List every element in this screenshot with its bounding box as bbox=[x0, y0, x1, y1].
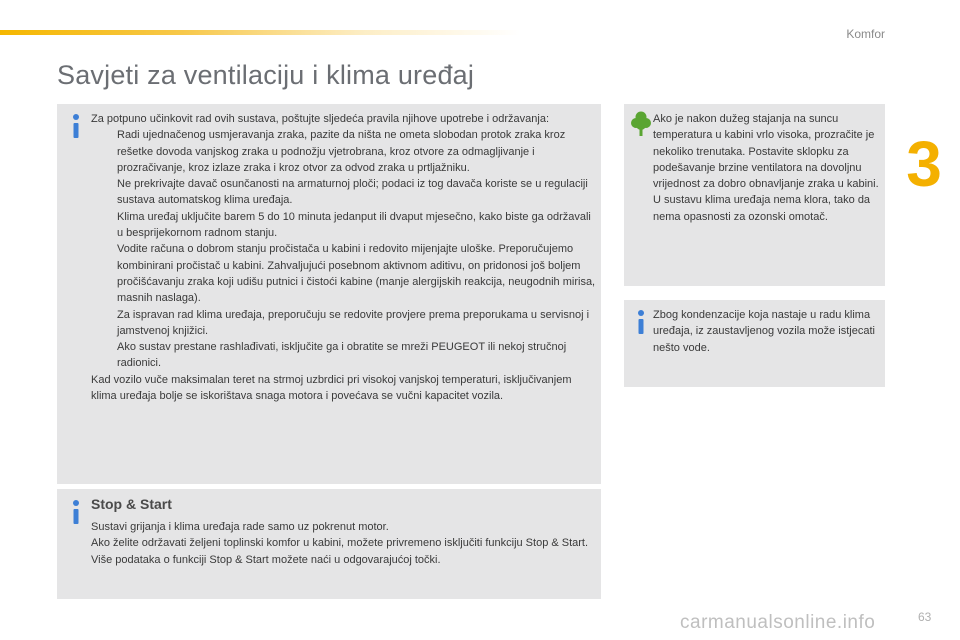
stop-start-line: Sustavi grijanja i klima uređaja rade samo uz pokrenut motor. bbox=[91, 521, 389, 533]
stop-start-text bbox=[91, 519, 596, 568]
eco-tip-text: Ako je nakon dužeg stajanja na suncu temperatura u kabini vrlo visoka, prozračite je nekoliko trenutaka. Postavite sklopku za podešavanje brzine ventilatora na dovoljnu vrijednost za dobro obnavljanje zraka u kabini. U sustavu klima uređaja nema klora, tako da nema opasnosti za ozonski omotač. bbox=[653, 113, 879, 223]
page-title: Savjeti za ventilaciju i klima uređaj bbox=[57, 60, 475, 90]
main-tips-box bbox=[57, 104, 601, 484]
stop-start-box bbox=[57, 489, 601, 599]
condensation-box bbox=[624, 300, 885, 387]
info-icon bbox=[69, 113, 83, 139]
page-number: 63 bbox=[918, 610, 932, 624]
list-item: Ako sustav prestane rashlađivati, isključite ga i obratite se mreži PEUGEOT ili nekoj stručnoj radionici. bbox=[117, 341, 567, 370]
list-item: Ne prekrivajte davač osunčanosti na armaturnoj ploči; podaci iz tog davača koriste se u regulaciji sustava automatskog klima uređaja. bbox=[117, 178, 588, 207]
list-item: Radi ujednačenog usmjeravanja zraka, pazite da ništa ne ometa slobodan protok zraka kroz rešetke dovoda vanjskog zraka u podnožju vjetrobrana, kroz otvore za odmagljivanje i prozračivanje, kroz izlaze zraka i kroz otvor za odvod zraka u prtljažniku. bbox=[117, 129, 566, 174]
main-outro: Kad vozilo vuče maksimalan teret na strmoj uzbrdici pri visokoj vanjskoj temperaturi, isključivanjem klima uređaja bolje se iskorištava snaga motora i povećava se vučni kapacitet vozila. bbox=[91, 373, 572, 403]
list-item: Za ispravan rad klima uređaja, preporučuju se redovite provjere prema preporukama u servisnoj i jamstvenoj knjižici. bbox=[117, 308, 590, 337]
list-item: Klima uređaj uključite barem 5 do 10 minuta jedanput ili dvaput mjesečno, kako biste ga održavali u besprijekornom radnom stanju. bbox=[117, 210, 591, 240]
main-intro: Za potpuno učinkovit rad ovih sustava, poštujte sljedeća pravila njihove upotrebe i održavanja: bbox=[91, 113, 549, 125]
stop-start-line: Ako želite održavati željeni toplinski komfor u kabini, možete privremeno isključiti funkciju Stop & Start. bbox=[91, 537, 589, 550]
main-tips-list bbox=[91, 127, 596, 371]
stop-start-line: Više podataka o funkciji Stop & Start možete naći u odgovarajućoj točki. bbox=[91, 553, 441, 566]
main-tips-text bbox=[91, 111, 596, 404]
top-accent-bar bbox=[0, 30, 520, 35]
list-item: Vodite računa o dobrom stanju pročistača u kabini i redovito mijenjajte uloške. Preporučujemo kombinirani pročistač u kabini. Zahvaljujući posebnom aktivnom aditivu, on pridonosi još boljem pročišćavanju zraka koji udišu putnici i čistoći kabine (manje alergijskih reakcija, neugodnih mirisa, masnih naslaga). bbox=[117, 243, 596, 305]
tree-icon bbox=[631, 111, 651, 137]
chapter-number: 3 bbox=[906, 128, 942, 200]
watermark: carmanualsonline.info bbox=[680, 612, 876, 633]
eco-tip-box bbox=[624, 104, 885, 286]
stop-start-title: Stop & Start bbox=[91, 496, 172, 512]
info-icon bbox=[69, 499, 83, 525]
info-icon bbox=[634, 309, 648, 335]
condensation-text: Zbog kondenzacije koja nastaje u radu klima uređaja, iz zaustavljenog vozila može istjecati nešto vode. bbox=[653, 309, 875, 354]
section-label: Komfor bbox=[846, 27, 885, 41]
